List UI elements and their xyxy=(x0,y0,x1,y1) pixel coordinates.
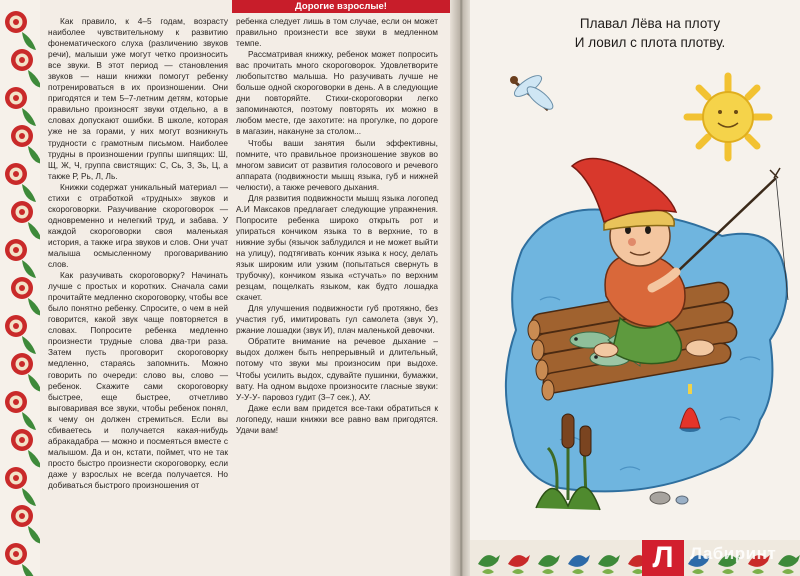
paragraph: Чтобы ваши занятия были эффективны, помните, что правильное произношение звуков во многом зависит от развития голосового и речевого аппарата (подвижности мышц языка, губ и нижней челюсти), а также речевого дыхания. xyxy=(236,137,438,192)
paragraph: Как правило, к 4–5 годам, возрасту наиболее чувствительному к развитию фонематического слуха (различению звуков речи), малыши уже могут четко произносить все звуки. В этот период — становления звуков — наши книжки помогут ребенку потренироваться в их произношении. Они пригодятся и тем 5–7-летним детям, которые правильно произносят звуки отдельно, а в словах допускают ошибки. В школе, которая уже не за горами, у них могут возникнуть трудности с грамотным письмом. Наиболее трудны в произношении группы шипящих: Ш, Щ, Ж, Ч, группа свистящих: С, Сь, З, Зь, Ц, а также Р, Рь, Л, Ль. xyxy=(48,16,228,181)
paragraph: ребенка следует лишь в том случае, если он может правильно произнести все звуки в медленном темпе. xyxy=(236,16,438,49)
sun-icon xyxy=(687,76,769,158)
bird-ornament-icon xyxy=(598,555,620,574)
bird-ornament-icon xyxy=(778,555,800,574)
letter-badge: Л xyxy=(642,540,684,576)
paragraph: Даже если вам придется все-таки обратиться к логопеду, наши книжки все равно вам пригодятся. Удачи вам! xyxy=(236,402,438,435)
watermark-label: Лабиринт xyxy=(690,544,777,563)
paragraph: Для развития подвижности мышц языка логопед А.И Максаков предлагает следующие упражнения. Попросите ребенка широко открыть рот и упираться кончиком языка то в верхние, то в нижние зубы (язычок заблудился и не может выйти на улицу), подтягивать кончик языка к носу, делать язык широким или узким (попытаться свернуть в трубочку), кончиком языка «стучать» по верхним резцам, пощелкать языком, как будто лошадка скачет. xyxy=(236,192,438,303)
bird-ornament-icon xyxy=(478,555,500,574)
bird-ornament-icon xyxy=(568,555,590,574)
poem-line: И ловил с плота плотву. xyxy=(574,35,726,50)
page-title: Дорогие взрослые! xyxy=(295,1,387,12)
bird-ornament-icon xyxy=(508,555,530,574)
paragraph: Книжки содержат уникальный материал — стихи с отработкой «трудных» звуков и скороговорки. Разучивание скороговорок — одновременно и нелегкий труд, и забава. У каждой скороговорки своя маленькая история, а также игра звуков и слов. Они учат малыша осмысленному проговариванию слов. xyxy=(48,181,228,270)
paragraph: Как разучивать скороговорку? Начинать лучше с простых и коротких. Сначала сами прочитайте медленно скороговорку, чтобы все было понятно ребенку. Спросите, о чем в ней говорится, какой звук чаще повторяется в словах. Попросите ребенка медленно произнести трудные слова два-три раза. Затем пусть проговорит скороговорку медленно, стараясь запомнить. Можно говорить по очереди: слово вы, слово — ребенок. Скажите сами скороговорку быстрее, еще быстрее, отчетливо выговаривая все звуки, чтобы ребенок понял, к чему он должен стремиться. Если вы сбиваетесь и получается какая-нибудь абракадабра — можно и посмеяться вместе с малышом. Да и он, кстати, поймет, что не так просто быстро произнести скороговорку, если даже у взрослых не всегда получается. Но добиваться быстрого произношения от xyxy=(48,270,228,490)
dragonfly-icon xyxy=(510,72,556,113)
paragraph: Рассматривая книжку, ребенок может попросить вас прочитать много скороговорок. Удовлетворите любопытство малыша. Но разучивать лучше не больше одной скороговорки в день. А в следующие дни повторяйте. Стихи-скороговорки легко запоминаются, поэтому повторять их можно в любом месте, где захотите: на прогулке, по дороге в магазин, накануне за столом... xyxy=(236,49,438,137)
bird-ornament-icon xyxy=(538,555,560,574)
poem-line: Плавал Лёва на плоту xyxy=(579,16,721,31)
paragraph: Для улучшения подвижности губ протяжно, без участия губ, имитировать гул самолета (звук У), ржание лошадки (звук И), плач маленькой девочки. xyxy=(236,303,438,336)
paragraph: Обратите внимание на речевое дыхание – выдох должен быть непрерывный и длительный, потому что звуки мы произносим при выдохе. Чтобы усилить выдох, сдувайте пушинки, бумажки, вату. На одном выдохе произносите гласные звуки: У-У-У- паровоз гудит (3–7 сек.), АУ. xyxy=(236,336,438,402)
